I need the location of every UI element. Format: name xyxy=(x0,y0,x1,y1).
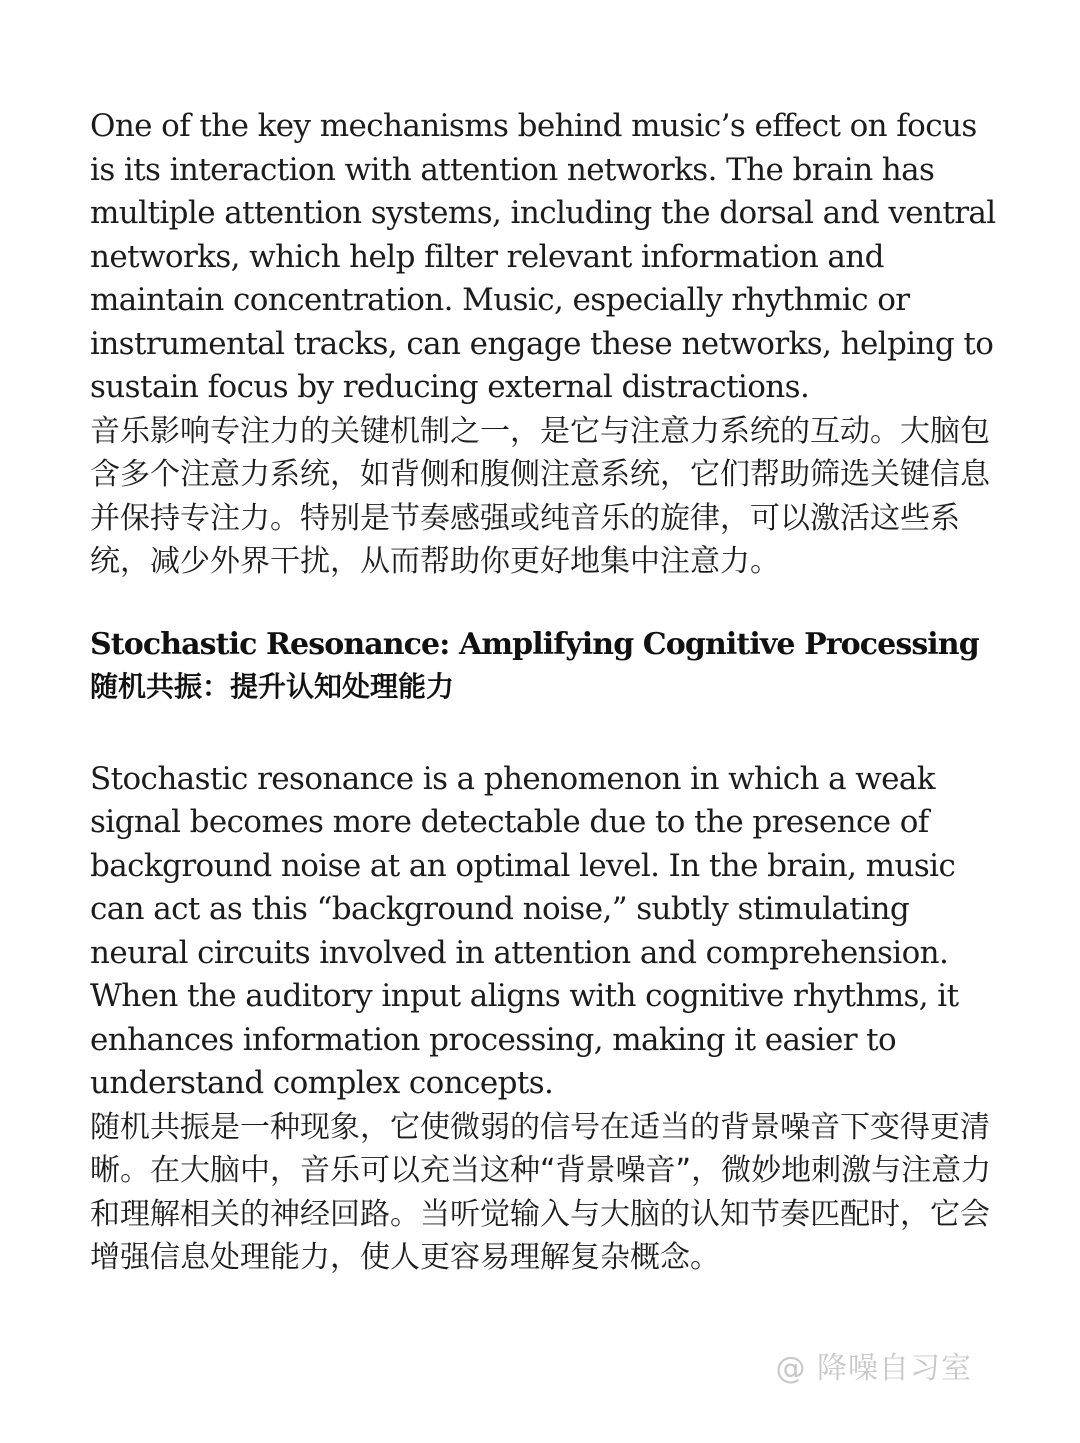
section-stochastic-resonance xyxy=(90,624,1000,1280)
paragraph-chinese: 随机共振是一种现象，它使微弱的信号在适当的背景噪音下变得更清晰。在大脑中，音乐可以充当这种“背景噪音”，微妙地刺激与注意力和理解相关的神经回路。当听觉输入与大脑的认知节奏匹配时，它会增强信息处理能力，使人更容易理解复杂概念。 xyxy=(90,1109,992,1275)
section-attention-networks xyxy=(90,105,1000,584)
section-heading-english: Stochastic Resonance: Amplifying Cognitive Processing xyxy=(90,626,979,662)
paragraph-english: Stochastic resonance is a phenomenon in which a weak signal becomes more detectable due to the presence of background noise at an optimal level. In the brain, music can act as this “background noise,” subtly stimulating neural circuits involved in attention and comprehension. When the auditory input aligns with cognitive rhythms, it enhances information processing, making it easier to understand complex concepts. xyxy=(90,760,959,1101)
article-content xyxy=(90,105,1000,1280)
watermark: @ 降噪自习室 xyxy=(775,1351,972,1386)
section-heading-chinese: 随机共振：提升认知处理能力 xyxy=(90,669,455,703)
paragraph-chinese: 音乐影响专注力的关键机制之一，是它与注意力系统的互动。大脑包含多个注意力系统，如背侧和腹侧注意系统，它们帮助筛选关键信息并保持专注力。特别是节奏感强或纯音乐的旋律，可以激活这些系统，减少外界干扰，从而帮助你更好地集中注意力。 xyxy=(90,413,990,579)
paragraph-english: One of the key mechanisms behind music’s effect on focus is its interaction with attention networks. The brain has multiple attention systems, including the dorsal and ventral networks, which help filter relevant information and maintain concentration. Music, especially rhythmic or instrumental tracks, can engage these networks, helping to sustain focus by reducing external distractions. xyxy=(90,108,996,405)
